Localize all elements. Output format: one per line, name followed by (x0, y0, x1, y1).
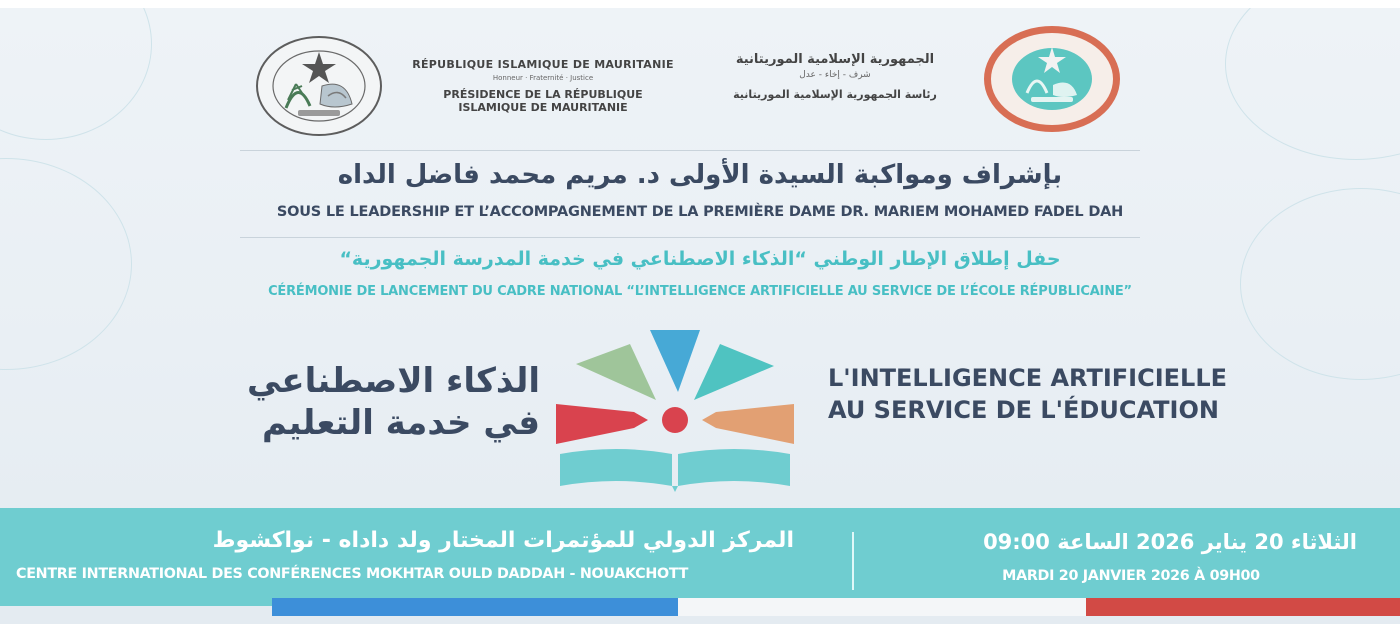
event-info-band (0, 508, 1400, 606)
divider (240, 150, 1140, 151)
presidency-line2-fr: ISLAMIQUE DE MAURITANIE (458, 101, 628, 114)
decorative-arc (1225, 8, 1400, 160)
theme-title-ar (247, 360, 540, 444)
patronage-fr: SOUS LE LEADERSHIP ET L’ACCOMPAGNEMENT DE LA PREMIÈRE DAME DR. MARIEM MOHAMED FADEL DAH (276, 204, 1124, 220)
motto-ar: شرف - إخاء - عدل (799, 70, 871, 80)
theme-ar-line1: الذكاء الاصطناعي (246, 361, 540, 401)
ceremony-ar: حفل إطلاق الإطار الوطني “الذكاء الاصطناعي في خدمة المدرسة الجمهورية“ (339, 248, 1061, 270)
republic-name-ar: الجمهورية الإسلامية الموريتانية (735, 52, 935, 67)
band-divider (852, 532, 854, 590)
venue-fr: CENTRE INTERNATIONAL DES CONFÉRENCES MOKHTAR OULD DADDAH - NOUAKCHOTT (16, 566, 689, 582)
decorative-arc (0, 8, 152, 140)
presidency-ar: رئاسة الجمهورية الإسلامية الموريتانية (733, 88, 937, 101)
motto-fr: Honneur · Fraternité · Justice (492, 74, 594, 82)
presidency-line1-fr: PRÉSIDENCE DE LA RÉPUBLIQUE (443, 88, 643, 101)
national-emblem-icon (984, 26, 1120, 132)
republic-name-fr: RÉPUBLIQUE ISLAMIQUE DE MAURITANIE (412, 58, 674, 71)
theme-fr-line1: L'INTELLIGENCE ARTIFICIELLE (828, 364, 1227, 392)
event-banner (0, 8, 1400, 624)
presidential-seal-icon (256, 36, 382, 136)
date-fr: MARDI 20 JANVIER 2026 À 09H00 (1002, 568, 1260, 584)
ai-education-book-flower-logo (552, 326, 798, 498)
flag-stripe-white (678, 598, 1086, 616)
flag-stripe-blue (272, 598, 678, 616)
date-ar: الثلاثاء 20 يناير 2026 الساعة 09:00 (983, 530, 1357, 554)
header-arabic (700, 52, 970, 101)
patronage-ar: بإشراف ومواكبة السيدة الأولى د. مريم محمد فاضل الداه (337, 160, 1063, 190)
ceremony-fr: CÉRÉMONIE DE LANCEMENT DU CADRE NATIONAL “L’INTELLIGENCE ARTIFICIELLE AU SERVICE DE L’ÉCOLE RÉPUBLICAINE” (268, 284, 1132, 299)
venue-ar: المركز الدولي للمؤتمرات المختار ولد داداه - نواكشوط (212, 528, 794, 553)
divider (240, 237, 1140, 238)
theme-title-fr (828, 362, 1227, 426)
flag-stripe-red (1086, 598, 1400, 616)
header-french (398, 58, 688, 114)
theme-fr-line2: AU SERVICE DE L'ÉDUCATION (828, 396, 1219, 424)
theme-ar-line2: في خدمة التعليم (261, 403, 540, 443)
